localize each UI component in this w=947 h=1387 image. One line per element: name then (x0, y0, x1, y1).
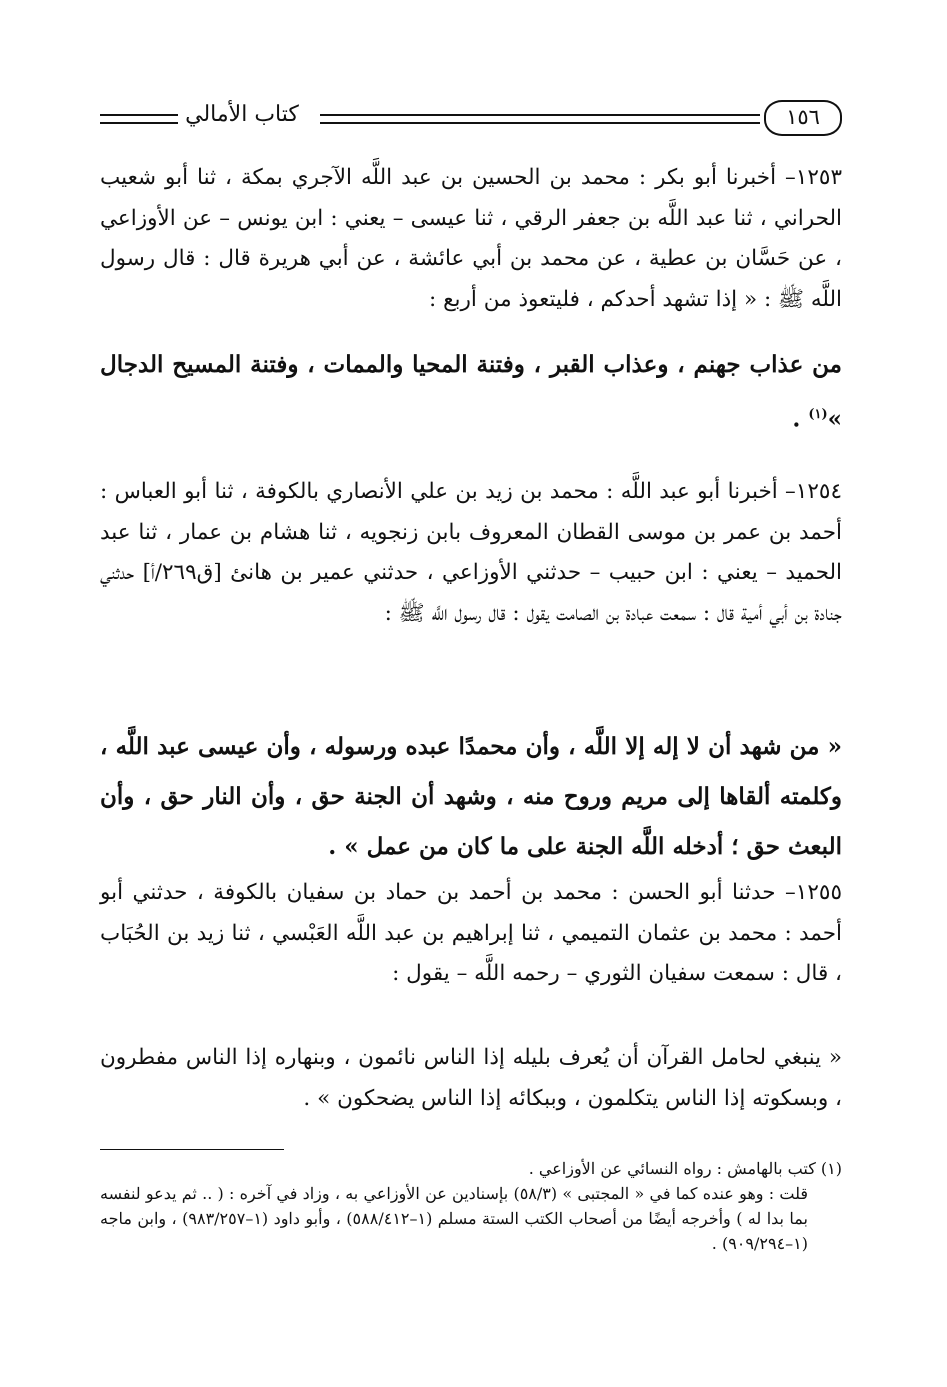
hadith-1254-matn-block (100, 722, 842, 872)
hadith-1253-matn-text: من عذاب جهنم ، وعذاب القبر ، وفتنة المحيا والممات ، وفتنة المسيح الدجال » (100, 351, 842, 433)
hadith-1253-end: . (792, 405, 809, 433)
footnote-1-line-2: قلت : وهو عنده كما في « المجتبى » (٥٨/٣) بإسنادين عن الأوزاعي به ، وزاد في آخره : ( .. ثم يدعو لنفسه بما بدا له ) وأخرجه أيضًا من أصحاب الكتب الستة مسلم (١–٥٨٨/٤١٢) ، وأبو داود (١–٩٨٣/٢٥٧) ، وابن ماجه (١–٩٠٩/٢٩٤) . (100, 1184, 809, 1253)
hadith-1254-isnad-block (100, 472, 842, 634)
hadith-1253-matn (100, 340, 842, 445)
hadith-1255-isnad: ١٢٥٥– حدثنا أبو الحسن : محمد بن أحمد بن حماد بن سفيان بالكوفة ، حدثني أبو أحمد : محمد بن عثمان التميمي ، ثنا إبراهيم بن عبد اللَّه العَبْسي ، ثنا زيد بن الحُبَاب ، قال : سمعت سفيان الثوري – رحمه اللَّه – يقول : (100, 880, 842, 986)
page-header (100, 96, 842, 142)
hadith-1255-isnad-block (100, 873, 842, 995)
hadith-1253-isnad: ١٢٥٣– أخبرنا أبو بكر : محمد بن الحسين بن عبد اللَّه الآجري بمكة ، ثنا أبو شعيب الحراني ، ثنا عبد اللَّه بن جعفر الرقي ، ثنا عيسى – يعني : ابن يونس – عن الأوزاعي ، عن حَسَّان بن عطية ، عن محمد بن أبي عائشة ، عن أبي هريرة قال : قال رسول اللَّه ﷺ : « إذا تشهد أحدكم ، فليتعوذ من أربع : (100, 165, 842, 312)
hadith-1253-isnad-block (100, 158, 842, 320)
hadith-1254-matn: « من شهد أن لا إله إلا اللَّه ، وأن محمدًا عبده ورسوله ، وأن عيسى عبد اللَّه ، وكلمته ألقاها إلى مريم وروح منه ، وشهد أن الجنة حق ، وأن النار حق ، وأن البعث حق ؛ أدخله اللَّه الجنة على ما كان من عمل » . (100, 733, 842, 860)
page-number: ١٥٦ (764, 100, 842, 136)
footnotes (100, 1156, 842, 1256)
footnote-1-line-1: (١) كتب بالهامش : رواه النسائي عن الأوزاعي . (528, 1159, 842, 1178)
header-rule-left (100, 114, 178, 124)
header-rule-right (320, 114, 760, 124)
book-title: كتاب الأمالي (185, 102, 299, 127)
hadith-1254-isnad: ١٢٥٤– أخبرنا أبو عبد اللَّه : محمد بن زيد بن علي الأنصاري بالكوفة ، ثنا أبو العباس : أحمد بن عمر بن موسى القطان المعروف بابن زنجويه ، ثنا هشام بن عمار ، ثنا عبد الحميد – يعني : ابن حبيب – حدثني الأوزاعي ، حدثني عمير بن هانئ [ق٢٦٩/أ] حدثني جنادة بن أبي أمية قال : سمعت عبادة بن الصامت يقول : قال رسول اللَّه ﷺ : (100, 479, 842, 626)
footnote-rule (100, 1149, 284, 1150)
hadith-1255-matn-block (100, 1038, 842, 1119)
hadith-1253-matn-block (100, 340, 842, 445)
hadith-1255-matn: « ينبغي لحامل القرآن أن يُعرف بليله إذا الناس نائمون ، وبنهاره إذا الناس مفطرون ، وبسكوته إذا الناس يتكلمون ، وببكائه إذا الناس يضحكون » . (100, 1045, 842, 1111)
footnote-ref-1: (١) (808, 407, 828, 422)
